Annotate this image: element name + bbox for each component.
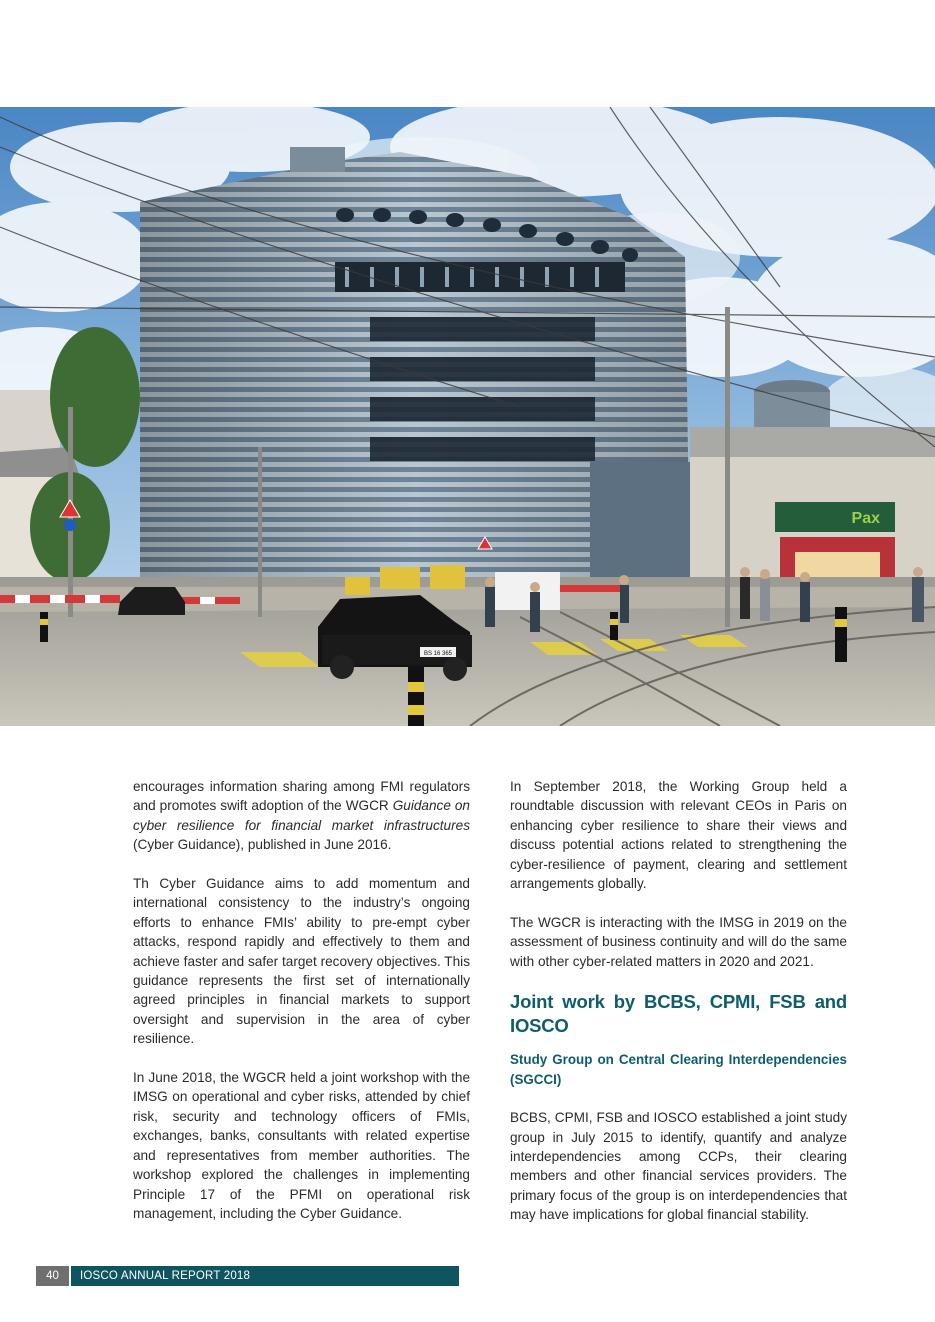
car-license-plate: BS 16 365 xyxy=(423,651,453,657)
storefront-sign: Pax xyxy=(851,510,880,527)
report-title-bar: IOSCO ANNUAL REPORT 2018 xyxy=(71,1266,459,1286)
subsection-heading: Study Group on Central Clearing Interdependencies (SGCCI) xyxy=(510,1052,847,1087)
page-number: 40 xyxy=(36,1266,69,1286)
paragraph: In September 2018, the Working Group held a roundtable discussion with relevant CEOs in Paris on enhancing cyber resilience to share their views and discuss potential actions related to strengthening the cyber-resilience of payment, clearing and settlement arrangements globally. xyxy=(510,779,847,892)
paragraph: The WGCR is interacting with the IMSG in 2019 on the assessment of business continuity and will do the same with other cyber-related matters in 2020 and 2021. xyxy=(510,914,847,969)
right-text-column xyxy=(510,777,847,1244)
paragraph: BCBS, CPMI, FSB and IOSCO established a joint study group in July 2015 to identify, quantify and analyze interdependencies among CCPs, their clearing members and other financial services providers. The primary focus of the group is on interdependencies that may have implications for global financial stability. xyxy=(510,1110,847,1223)
cover-photo-building xyxy=(0,107,935,726)
page-footer xyxy=(36,1266,459,1286)
paragraph: Th Cyber Guidance aims to add momentum and international consistency to the industry’s ongoing efforts to enhance FMIs’ ability to pre-empt cyber attacks, respond rapidly and effectively to them and achieve faster and safer target recovery objectives. This guidance represents the first set of internationally agreed principles in financial markets to support oversight and supervision in the area of cyber resilience. xyxy=(133,876,470,1047)
guidance-title-italic: Guidance on cyber resilience for financial market infrastructures xyxy=(133,798,470,833)
left-text-column xyxy=(133,777,470,1243)
paragraph: In June 2018, the WGCR held a joint workshop with the IMSG on operational and cyber risks, attended by chief risk, security and technology officers of FMIs, exchanges, banks, consultants with related expertise and representatives from member authorities. The workshop explored the challenges in implementing Principle 17 of the PFMI on operational risk management, including the Cyber Guidance. xyxy=(133,1070,470,1221)
section-heading: Joint work by BCBS, CPMI, FSB and IOSCO xyxy=(510,991,847,1037)
paragraph: encourages information sharing among FMI regulators and promotes swift adoption of the WGCR Guidance on cyber resilience for financial market infrastructures (Cyber Guidance), published in June 2016. xyxy=(133,779,470,853)
